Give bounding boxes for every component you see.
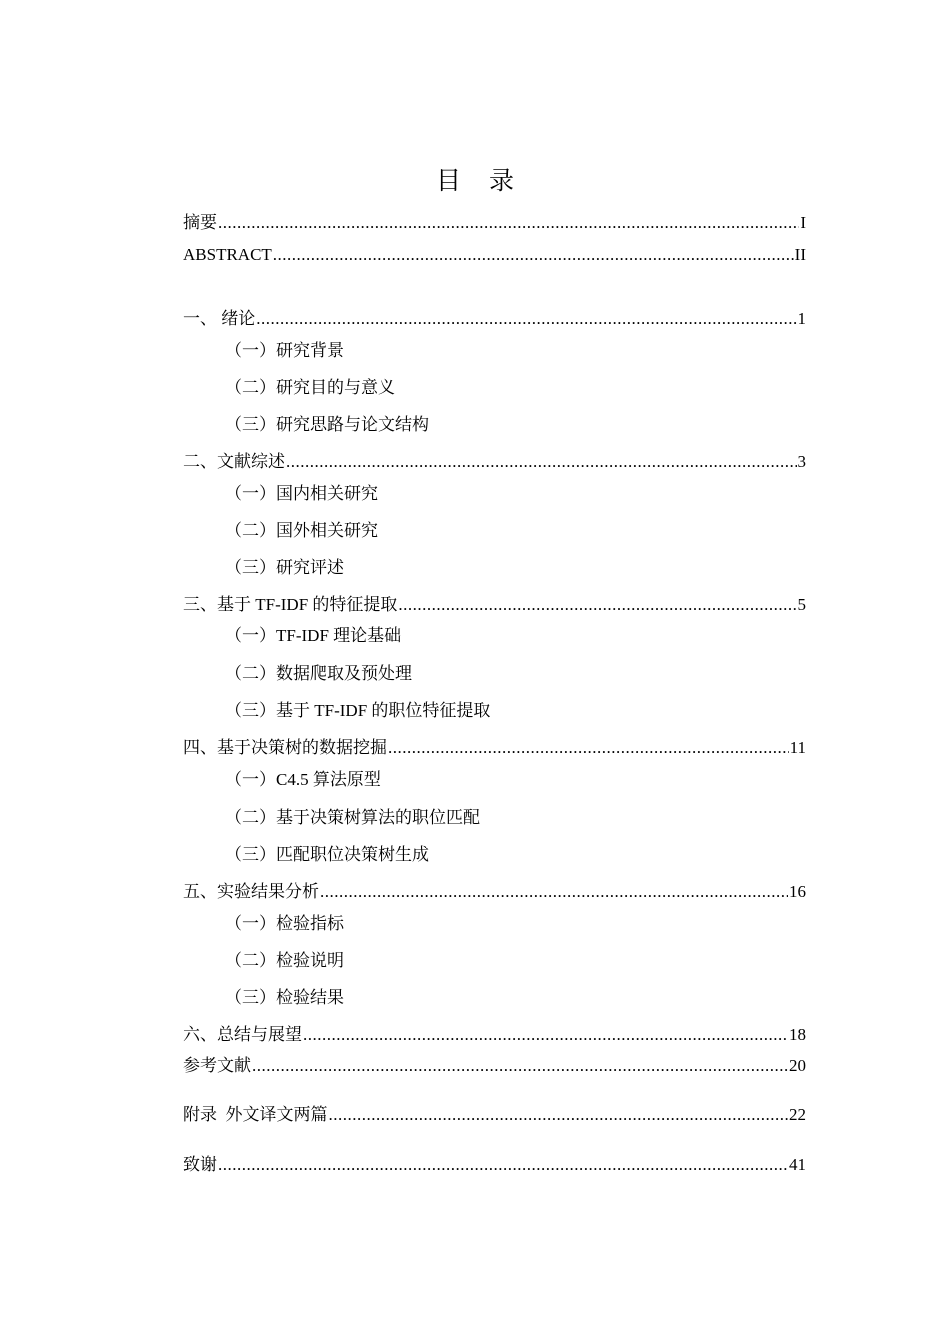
toc-entry-label: 五、实验结果分析 bbox=[183, 882, 319, 901]
toc-entry-label: 附录 外文译文两篇 bbox=[183, 1105, 328, 1124]
toc-entry-label: 摘要 bbox=[183, 213, 217, 232]
toc-leader-dots bbox=[320, 881, 788, 903]
toc-leader-dots bbox=[252, 1055, 788, 1077]
toc-leader-dots bbox=[273, 244, 794, 266]
toc-entry-chapter-3[interactable] bbox=[183, 594, 806, 616]
toc-entry-chapter-5[interactable] bbox=[183, 881, 806, 903]
toc-subentry[interactable]: （三）检验结果 bbox=[225, 988, 344, 1007]
toc-subentry[interactable]: （三）研究思路与论文结构 bbox=[225, 415, 429, 434]
toc-entry-page: 3 bbox=[797, 452, 806, 471]
toc-subentry[interactable]: （三）研究评述 bbox=[225, 558, 344, 577]
toc-entry-page: 16 bbox=[789, 882, 806, 901]
toc-subentry[interactable]: （三）匹配职位决策树生成 bbox=[225, 845, 429, 864]
toc-entry-page: 11 bbox=[789, 738, 806, 757]
toc-leader-dots bbox=[218, 1154, 788, 1176]
toc-entry-page: 1 bbox=[797, 309, 806, 328]
toc-subentry[interactable]: （二）基于决策树算法的职位匹配 bbox=[225, 808, 480, 827]
toc-subentry[interactable]: （三）基于 TF-IDF 的职位特征提取 bbox=[225, 701, 491, 720]
toc-entry-label: 参考文献 bbox=[183, 1056, 251, 1075]
toc-subentry[interactable]: （一）TF-IDF 理论基础 bbox=[225, 626, 402, 645]
toc-subentry[interactable]: （二）研究目的与意义 bbox=[225, 378, 395, 397]
toc-subentry[interactable]: （一）检验指标 bbox=[225, 914, 344, 933]
toc-entry-acknowledgements[interactable] bbox=[183, 1154, 806, 1176]
toc-subentry[interactable]: （二）国外相关研究 bbox=[225, 521, 378, 540]
toc-entry-page: 22 bbox=[789, 1105, 806, 1124]
toc-leader-dots bbox=[303, 1024, 788, 1046]
toc-entry-label: 二、文献综述 bbox=[183, 452, 285, 471]
toc-entry-appendix[interactable] bbox=[183, 1104, 806, 1126]
toc-entry-abstract-cn[interactable] bbox=[183, 212, 806, 234]
toc-subentry[interactable]: （一）C4.5 算法原型 bbox=[225, 770, 381, 789]
toc-entry-label: 四、基于决策树的数据挖掘 bbox=[183, 738, 387, 757]
toc-entry-label: 六、总结与展望 bbox=[183, 1025, 302, 1044]
toc-entry-chapter-2[interactable] bbox=[183, 451, 806, 473]
toc-entry-page: 20 bbox=[789, 1056, 806, 1075]
toc-entry-label: 致谢 bbox=[183, 1155, 217, 1174]
toc-leader-dots bbox=[398, 594, 796, 616]
toc-entry-chapter-6[interactable] bbox=[183, 1024, 806, 1046]
toc-entry-chapter-1[interactable] bbox=[183, 308, 806, 330]
toc-title: 目 录 bbox=[436, 166, 524, 195]
toc-entry-page: II bbox=[794, 245, 806, 264]
toc-entry-references[interactable] bbox=[183, 1055, 806, 1077]
toc-entry-page: 18 bbox=[789, 1025, 806, 1044]
toc-entry-label: ABSTRACT bbox=[183, 245, 272, 264]
toc-entry-chapter-4[interactable] bbox=[183, 737, 806, 759]
toc-leader-dots bbox=[286, 451, 797, 473]
toc-entry-page: I bbox=[800, 213, 806, 232]
toc-subentry[interactable]: （一）国内相关研究 bbox=[225, 484, 378, 503]
toc-subentry[interactable]: （二）数据爬取及预处理 bbox=[225, 664, 412, 683]
toc-entry-label: 一、 绪论 bbox=[183, 309, 256, 328]
toc-entry-abstract-en[interactable] bbox=[183, 244, 806, 266]
toc-leader-dots bbox=[388, 737, 789, 759]
toc-leader-dots bbox=[218, 212, 799, 234]
toc-entry-page: 41 bbox=[789, 1155, 806, 1174]
toc-entry-label: 三、基于 TF-IDF 的特征提取 bbox=[183, 595, 398, 614]
toc-subentry[interactable]: （一）研究背景 bbox=[225, 341, 344, 360]
toc-leader-dots bbox=[256, 308, 796, 330]
toc-entry-page: 5 bbox=[797, 595, 806, 614]
toc-leader-dots bbox=[329, 1104, 789, 1126]
toc-subentry[interactable]: （二）检验说明 bbox=[225, 951, 344, 970]
